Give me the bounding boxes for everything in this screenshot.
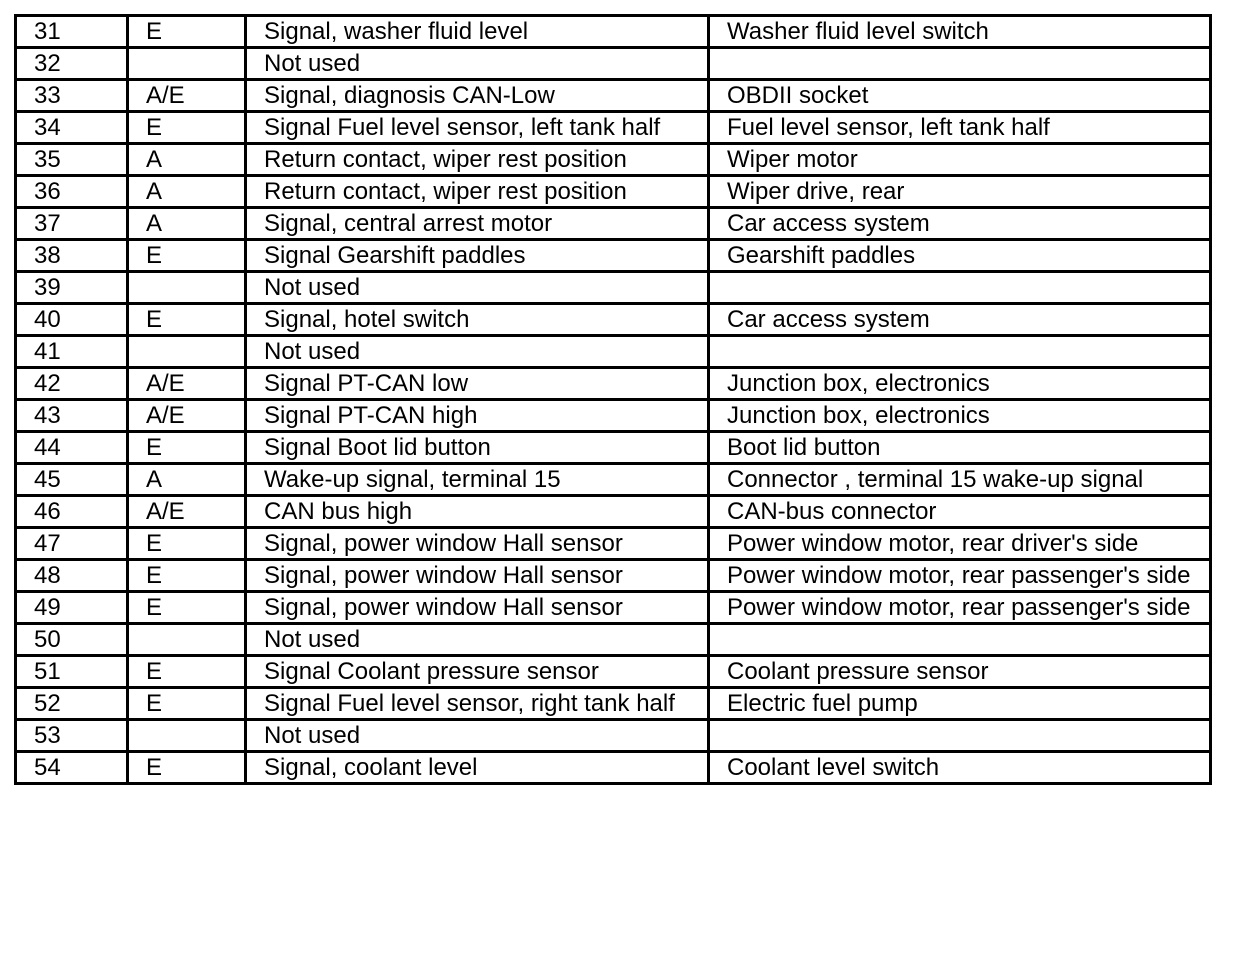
pin-number-cell: 49 [16, 592, 128, 624]
component-cell: Connector , terminal 15 wake-up signal [709, 464, 1211, 496]
table-row [16, 272, 1211, 304]
pin-number-cell: 42 [16, 368, 128, 400]
signal-description-cell: Not used [246, 720, 709, 752]
signal-type-cell: E [128, 752, 246, 784]
signal-description-cell: Signal Boot lid button [246, 432, 709, 464]
signal-type-cell [128, 48, 246, 80]
pin-number-cell: 50 [16, 624, 128, 656]
signal-type-cell [128, 272, 246, 304]
component-cell: Junction box, electronics [709, 368, 1211, 400]
table-row [16, 304, 1211, 336]
pin-number-cell: 36 [16, 176, 128, 208]
pin-number-cell: 40 [16, 304, 128, 336]
signal-type-cell: E [128, 560, 246, 592]
signal-description-cell: Signal, washer fluid level [246, 16, 709, 48]
component-cell: Wiper drive, rear [709, 176, 1211, 208]
signal-description-cell: Signal Fuel level sensor, left tank half [246, 112, 709, 144]
signal-description-cell: Signal, diagnosis CAN-Low [246, 80, 709, 112]
pin-table-body [16, 16, 1211, 784]
signal-type-cell: A [128, 208, 246, 240]
pin-number-cell: 46 [16, 496, 128, 528]
component-cell: Wiper motor [709, 144, 1211, 176]
table-row [16, 400, 1211, 432]
table-row [16, 752, 1211, 784]
signal-description-cell: Not used [246, 624, 709, 656]
table-row [16, 656, 1211, 688]
signal-description-cell: Not used [246, 48, 709, 80]
component-cell [709, 272, 1211, 304]
component-cell: Boot lid button [709, 432, 1211, 464]
table-row [16, 112, 1211, 144]
table-row [16, 592, 1211, 624]
signal-description-cell: Signal, power window Hall sensor [246, 592, 709, 624]
signal-type-cell: E [128, 592, 246, 624]
pin-number-cell: 53 [16, 720, 128, 752]
table-row [16, 80, 1211, 112]
table-row [16, 432, 1211, 464]
component-cell: Car access system [709, 208, 1211, 240]
component-cell: Fuel level sensor, left tank half [709, 112, 1211, 144]
signal-description-cell: Return contact, wiper rest position [246, 176, 709, 208]
table-row [16, 528, 1211, 560]
component-cell: Coolant pressure sensor [709, 656, 1211, 688]
component-cell [709, 48, 1211, 80]
table-row [16, 368, 1211, 400]
pin-number-cell: 35 [16, 144, 128, 176]
component-cell: Junction box, electronics [709, 400, 1211, 432]
signal-type-cell [128, 624, 246, 656]
component-cell: Coolant level switch [709, 752, 1211, 784]
signal-description-cell: Signal Coolant pressure sensor [246, 656, 709, 688]
component-cell: Gearshift paddles [709, 240, 1211, 272]
signal-type-cell [128, 336, 246, 368]
component-cell: Washer fluid level switch [709, 16, 1211, 48]
pin-assignment-table [14, 14, 1212, 785]
pin-number-cell: 52 [16, 688, 128, 720]
pin-number-cell: 45 [16, 464, 128, 496]
pin-number-cell: 31 [16, 16, 128, 48]
signal-description-cell: CAN bus high [246, 496, 709, 528]
table-row [16, 496, 1211, 528]
component-cell [709, 336, 1211, 368]
table-row [16, 720, 1211, 752]
signal-type-cell: A/E [128, 400, 246, 432]
signal-description-cell: Not used [246, 336, 709, 368]
component-cell: CAN-bus connector [709, 496, 1211, 528]
signal-type-cell: E [128, 16, 246, 48]
component-cell: Power window motor, rear passenger's side [709, 560, 1211, 592]
pin-number-cell: 41 [16, 336, 128, 368]
pin-number-cell: 48 [16, 560, 128, 592]
signal-description-cell: Signal Fuel level sensor, right tank half [246, 688, 709, 720]
signal-description-cell: Signal, power window Hall sensor [246, 560, 709, 592]
pin-number-cell: 33 [16, 80, 128, 112]
pin-number-cell: 43 [16, 400, 128, 432]
signal-type-cell: E [128, 112, 246, 144]
signal-type-cell: A [128, 176, 246, 208]
pin-number-cell: 37 [16, 208, 128, 240]
signal-description-cell: Return contact, wiper rest position [246, 144, 709, 176]
table-row [16, 16, 1211, 48]
pin-number-cell: 44 [16, 432, 128, 464]
signal-description-cell: Signal, hotel switch [246, 304, 709, 336]
pin-number-cell: 51 [16, 656, 128, 688]
table-row [16, 208, 1211, 240]
signal-description-cell: Signal, power window Hall sensor [246, 528, 709, 560]
signal-description-cell: Wake-up signal, terminal 15 [246, 464, 709, 496]
pin-number-cell: 34 [16, 112, 128, 144]
signal-description-cell: Signal Gearshift paddles [246, 240, 709, 272]
signal-type-cell: A [128, 144, 246, 176]
table-row [16, 560, 1211, 592]
table-row [16, 176, 1211, 208]
table-row [16, 240, 1211, 272]
component-cell: Power window motor, rear driver's side [709, 528, 1211, 560]
pin-number-cell: 39 [16, 272, 128, 304]
signal-type-cell: A [128, 464, 246, 496]
signal-type-cell: E [128, 688, 246, 720]
signal-type-cell: A/E [128, 368, 246, 400]
signal-type-cell: E [128, 432, 246, 464]
table-row [16, 336, 1211, 368]
pin-number-cell: 32 [16, 48, 128, 80]
table-row [16, 688, 1211, 720]
signal-type-cell: E [128, 240, 246, 272]
table-row [16, 48, 1211, 80]
signal-type-cell: E [128, 528, 246, 560]
signal-type-cell: E [128, 656, 246, 688]
signal-description-cell: Not used [246, 272, 709, 304]
signal-type-cell: A/E [128, 496, 246, 528]
signal-type-cell [128, 720, 246, 752]
signal-type-cell: E [128, 304, 246, 336]
component-cell: Power window motor, rear passenger's side [709, 592, 1211, 624]
pin-number-cell: 38 [16, 240, 128, 272]
signal-description-cell: Signal, coolant level [246, 752, 709, 784]
component-cell [709, 720, 1211, 752]
signal-description-cell: Signal PT-CAN high [246, 400, 709, 432]
component-cell: OBDII socket [709, 80, 1211, 112]
component-cell: Electric fuel pump [709, 688, 1211, 720]
table-row [16, 464, 1211, 496]
component-cell: Car access system [709, 304, 1211, 336]
component-cell [709, 624, 1211, 656]
pin-number-cell: 54 [16, 752, 128, 784]
table-row [16, 144, 1211, 176]
table-row [16, 624, 1211, 656]
signal-description-cell: Signal, central arrest motor [246, 208, 709, 240]
pin-number-cell: 47 [16, 528, 128, 560]
signal-type-cell: A/E [128, 80, 246, 112]
signal-description-cell: Signal PT-CAN low [246, 368, 709, 400]
